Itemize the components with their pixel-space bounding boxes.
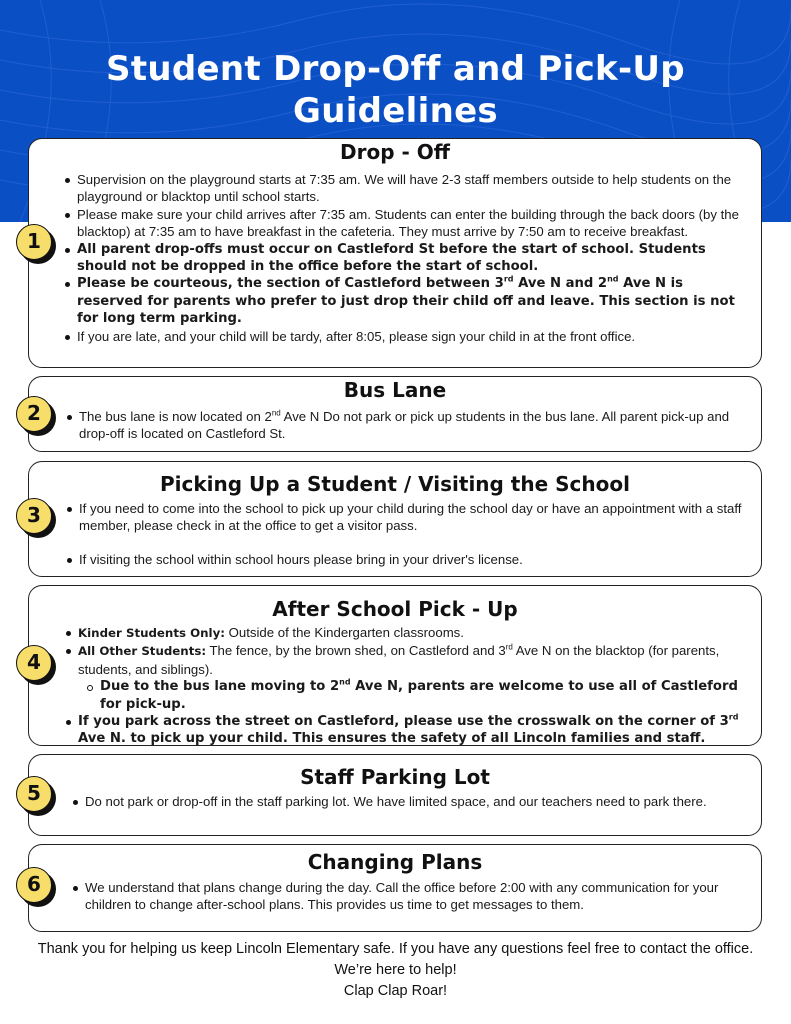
bus-lane-list bbox=[79, 408, 747, 443]
step-number: 6 bbox=[16, 867, 52, 903]
list-item-text: Ave N and 2 bbox=[513, 276, 608, 292]
list-item bbox=[77, 241, 747, 276]
step-badge-4 bbox=[16, 645, 56, 685]
footer-line-2: Clap Clap Roar! bbox=[343, 983, 448, 999]
list-item-text: Please make sure your child arrives after 7:35 am. Students can enter the building through the back doors (by the blacktop) at 7:35 am to have breakfast in the cafeteria. They must arrive by 7:50 am to receive breakfast. bbox=[77, 206, 739, 240]
section-heading: Picking Up a Student / Visiting the School bbox=[160, 472, 630, 496]
after-school-list bbox=[78, 624, 747, 748]
superscript: nd bbox=[339, 677, 351, 687]
list-item bbox=[79, 551, 747, 568]
section-picking-up-visiting bbox=[28, 461, 762, 577]
list-item-text: All parent drop-offs must occur on Castleford St before the start of school. Students should not be dropped in the office before the start of school. bbox=[77, 241, 706, 275]
section-heading: Changing Plans bbox=[307, 850, 483, 874]
page-title bbox=[0, 48, 791, 132]
list-item-text: If you need to come into the school to pick up your child during the school day or have an appointment with a staff member, please check in at the office to get a visitor pass. bbox=[79, 501, 742, 534]
section-drop-off bbox=[28, 138, 762, 368]
list-item-text: If visiting the school within school hours please bring in your driver's license. bbox=[79, 551, 523, 567]
section-after-school-pick-up bbox=[28, 585, 762, 746]
list-item bbox=[77, 275, 747, 327]
superscript: nd bbox=[607, 275, 619, 285]
list-item-text: Ave N on the blacktop (for parents, students, and siblings). bbox=[78, 643, 720, 677]
step-badge-3 bbox=[16, 498, 56, 538]
list-item-label: Kinder Students Only: bbox=[78, 626, 225, 640]
list-item bbox=[78, 624, 747, 642]
list-item-text: We understand that plans change during the day. Call the office before 2:00 with any communication for your children to change after-school plans. This provides us time to get messages to them. bbox=[85, 880, 719, 913]
list-item-text: Please be courteous, the section of Castleford between 3 bbox=[77, 276, 504, 292]
list-item-label: All Other Students: bbox=[78, 644, 207, 659]
step-number: 5 bbox=[16, 776, 52, 812]
step-number: 2 bbox=[16, 396, 52, 432]
title-line-2: Guidelines bbox=[293, 91, 498, 131]
picking-up-list bbox=[79, 500, 747, 568]
list-item bbox=[79, 408, 747, 443]
list-item-text: The fence, by the brown shed, on Castleford and 3 bbox=[206, 643, 506, 659]
footer-line-1: Thank you for helping us keep Lincoln Elementary safe. If you have any questions feel free to contact the office. We’re here to help! bbox=[37, 941, 754, 978]
section-staff-parking-lot bbox=[28, 754, 762, 836]
step-number: 1 bbox=[16, 224, 52, 260]
list-item bbox=[78, 642, 747, 678]
changing-plans-list bbox=[85, 879, 747, 914]
drop-off-list bbox=[77, 171, 747, 345]
list-item-text: Ave N, parents are welcome to use all of Castleford for pick-up. bbox=[100, 679, 738, 712]
list-item-text: If you are late, and your child will be tardy, after 8:05, please sign your child in at the front office. bbox=[77, 328, 636, 344]
list-item-text: The bus lane is now located on 2 bbox=[79, 409, 272, 424]
step-number: 4 bbox=[16, 645, 52, 681]
title-line-1: Student Drop-Off and Pick-Up bbox=[106, 49, 685, 89]
section-heading: Bus Lane bbox=[343, 378, 447, 402]
section-heading: Drop - Off bbox=[340, 140, 450, 164]
list-item bbox=[79, 500, 747, 535]
list-item-text: Ave N Do not park or pick up students in the bus lane. All parent pick-up and drop-off is located on Castleford St. bbox=[79, 409, 730, 442]
list-item-text: Outside of the Kindergarten classrooms. bbox=[224, 625, 464, 640]
step-badge-6 bbox=[16, 867, 56, 907]
section-bus-lane bbox=[28, 376, 762, 452]
list-item-text: Ave N. to pick up your child. This ensures the safety of all Lincoln families and staff. bbox=[78, 731, 706, 747]
step-badge-2 bbox=[16, 396, 56, 436]
list-item-text: If you park across the street on Castleford, please use the crosswalk on the corner of 3 bbox=[78, 714, 729, 730]
list-item bbox=[77, 171, 747, 206]
superscript: nd bbox=[271, 408, 281, 418]
step-number: 3 bbox=[16, 498, 52, 534]
list-item bbox=[77, 328, 747, 345]
list-item bbox=[77, 206, 747, 241]
step-badge-1 bbox=[16, 224, 56, 264]
superscript: rd bbox=[503, 275, 514, 285]
list-item-text: Due to the bus lane moving to 2 bbox=[100, 679, 340, 695]
list-item-text: Supervision on the playground starts at 7:35 am. We will have 2-3 staff members outside to help students on the playground or blacktop until school starts. bbox=[77, 172, 732, 205]
footer-message bbox=[20, 939, 771, 1002]
list-item bbox=[85, 879, 747, 914]
list-item bbox=[85, 793, 747, 810]
section-heading: After School Pick - Up bbox=[272, 597, 518, 621]
step-badge-5 bbox=[16, 776, 56, 816]
sub-list-item bbox=[100, 678, 747, 713]
list-item-text: Do not park or drop-off in the staff parking lot. We have limited space, and our teachers need to park there. bbox=[85, 794, 707, 809]
staff-parking-list bbox=[85, 793, 747, 810]
section-heading: Staff Parking Lot bbox=[300, 765, 490, 789]
section-changing-plans bbox=[28, 844, 762, 932]
list-item-text: Ave N is reserved for parents who prefer to just drop their child off and leave. This section is not for long term parking. bbox=[77, 276, 735, 327]
superscript: rd bbox=[728, 712, 739, 722]
list-item bbox=[78, 713, 747, 748]
superscript: rd bbox=[505, 643, 513, 653]
